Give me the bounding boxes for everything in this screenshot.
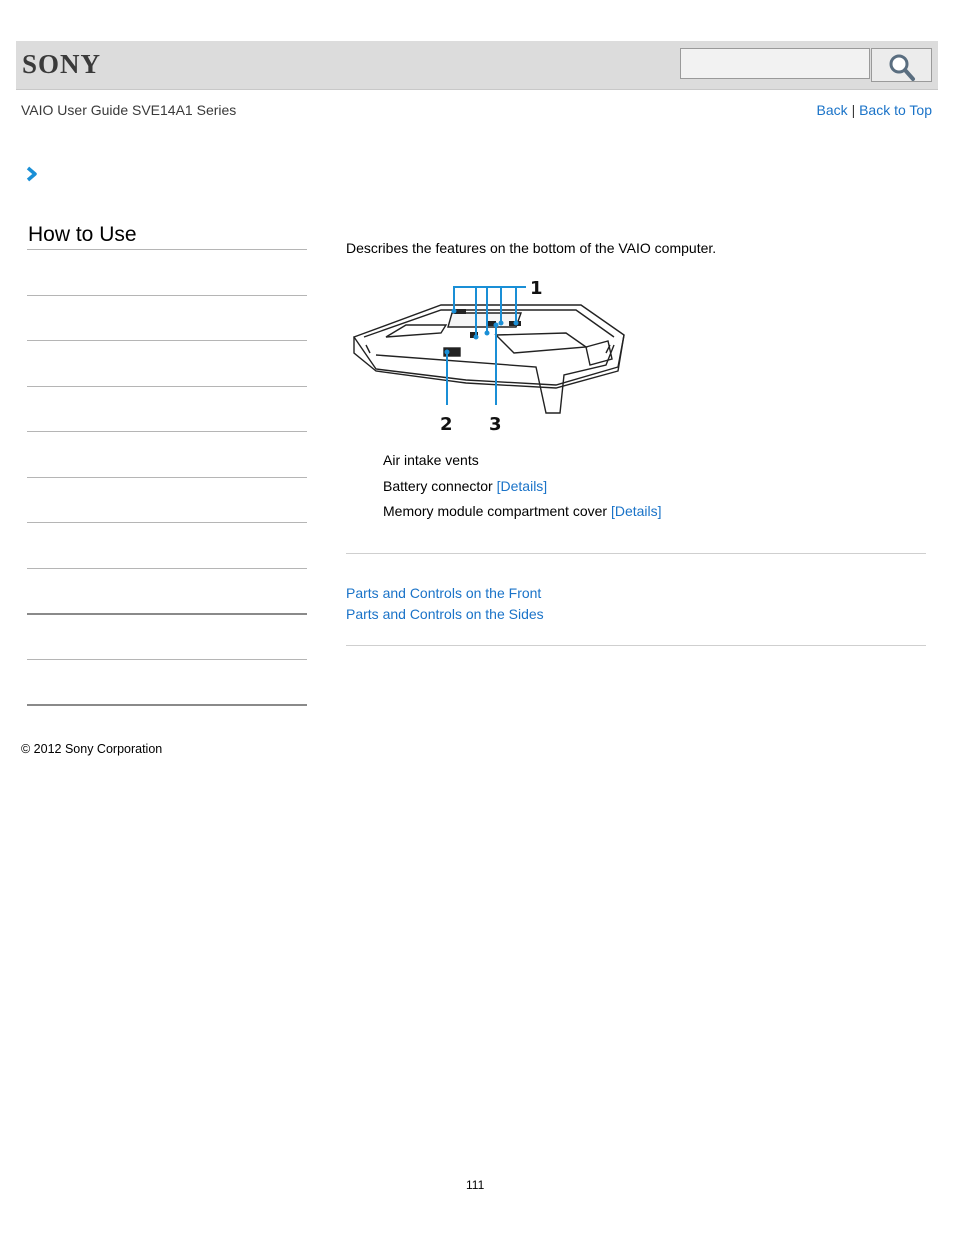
sony-logo: SONY: [22, 49, 102, 79]
sidebar-heading: How to Use: [28, 223, 137, 246]
sidebar-item[interactable]: [27, 704, 307, 706]
callout-2: 2: [440, 414, 453, 435]
page-description: Describes the features on the bottom of the VAIO computer.: [346, 240, 717, 256]
sidebar-item[interactable]: [27, 613, 307, 615]
copyright: © 2012 Sony Corporation: [21, 742, 163, 756]
sidebar-divider: [27, 249, 307, 250]
back-to-top-link[interactable]: Back to Top: [859, 102, 932, 118]
feature-label: Memory module compartment cover: [383, 503, 611, 519]
callout-1: 1: [530, 278, 543, 299]
top-nav: [817, 102, 932, 118]
sidebar-item[interactable]: [27, 295, 307, 296]
search-input[interactable]: [680, 48, 870, 79]
list-item: [383, 503, 662, 529]
sidebar-item[interactable]: [27, 568, 307, 569]
nav-separator: |: [851, 102, 856, 118]
sidebar-item[interactable]: [27, 477, 307, 478]
sidebar-item[interactable]: [27, 340, 307, 341]
details-link-memory-cover[interactable]: [Details]: [610, 503, 662, 519]
related-link-front[interactable]: Parts and Controls on the Front: [346, 585, 542, 601]
page-number: 111: [466, 1178, 485, 1192]
details-link-battery-connector[interactable]: [Details]: [496, 477, 548, 494]
sidebar-item[interactable]: [27, 386, 307, 387]
feature-label: Battery connector: [383, 477, 497, 494]
related-link-sides[interactable]: Parts and Controls on the Sides: [346, 606, 544, 622]
back-link[interactable]: Back: [816, 102, 848, 118]
related-topics: [346, 585, 544, 627]
guide-title: VAIO User Guide SVE14A1 Series: [21, 102, 237, 118]
list-item: [383, 452, 662, 478]
laptop-bottom-diagram: [346, 275, 636, 435]
header-bar: [16, 41, 938, 90]
sidebar-item[interactable]: [27, 522, 307, 523]
search-button[interactable]: [871, 48, 932, 82]
feature-label: Air intake vents: [383, 452, 479, 468]
callout-3: 3: [489, 414, 502, 435]
sidebar-item[interactable]: [27, 659, 307, 660]
feature-list: [383, 452, 662, 529]
breadcrumb-chevron-icon[interactable]: [25, 166, 39, 182]
section-divider: [346, 645, 926, 646]
section-divider: [346, 553, 926, 554]
sidebar-item[interactable]: [27, 431, 307, 432]
list-item: [383, 478, 662, 504]
search-icon: [888, 53, 916, 81]
